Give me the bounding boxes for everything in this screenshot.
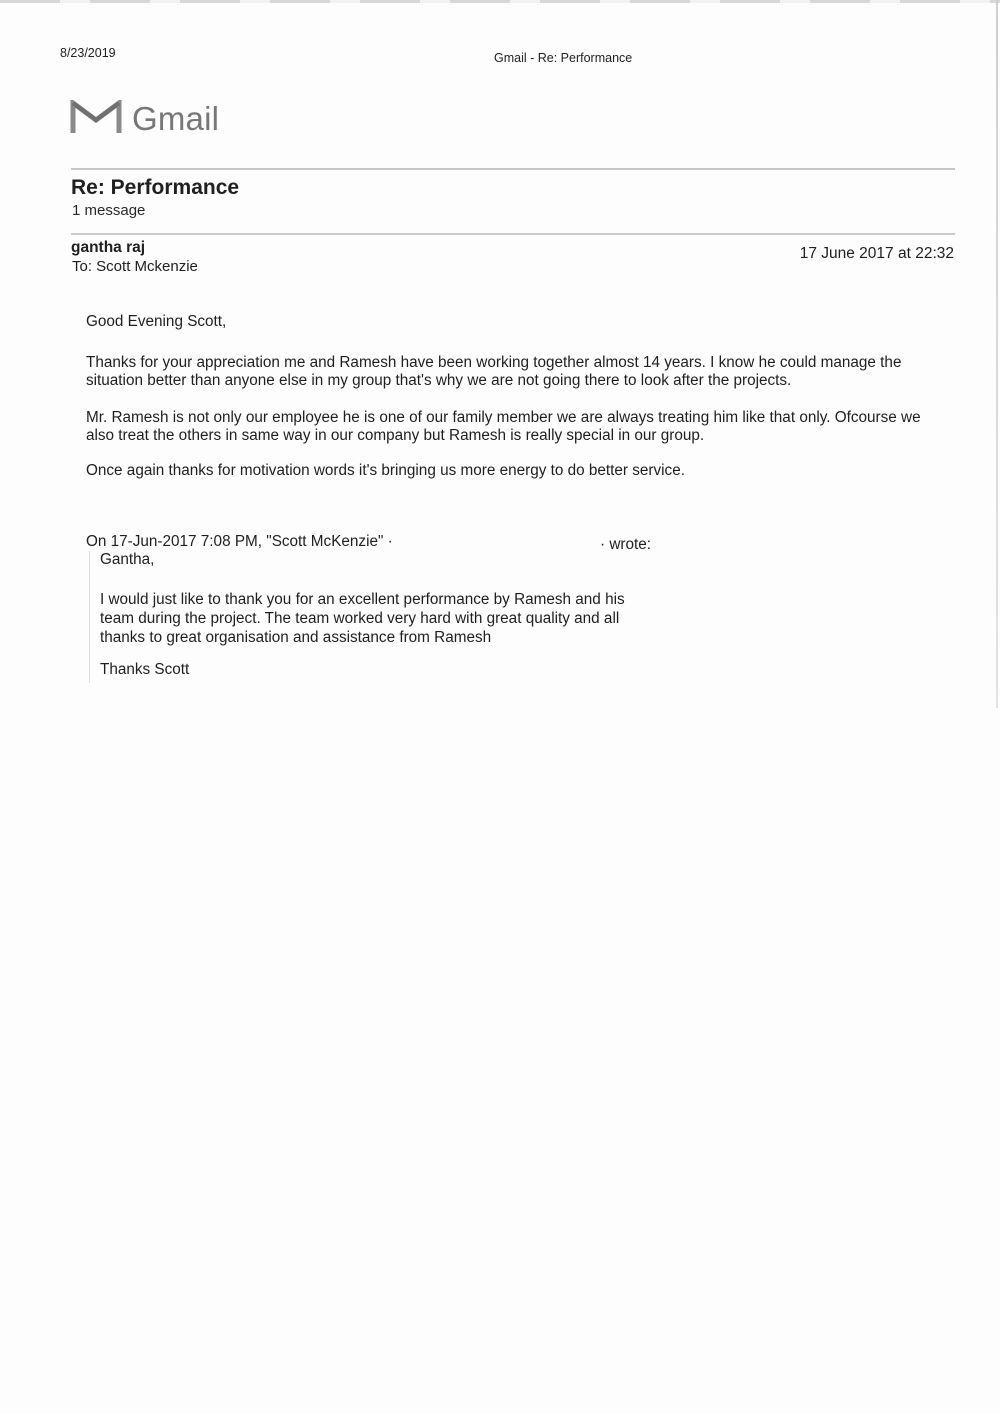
quoted-greeting: Gantha,: [100, 551, 155, 568]
recipient-line: To: Scott Mckenzie: [72, 258, 198, 275]
message-greeting: Good Evening Scott,: [86, 313, 227, 330]
print-date: 8/23/2019: [60, 46, 116, 60]
quote-attribution: [86, 533, 706, 551]
quote-attribution-text: On 17-Jun-2017 7:08 PM, "Scott McKenzie" ·: [86, 533, 393, 550]
gmail-m-icon: [70, 100, 122, 134]
header-divider: [71, 168, 955, 170]
gmail-logo: [70, 99, 220, 137]
sender-name: gantha raj: [71, 239, 146, 256]
quoted-body: I would just like to thank you for an excellent performance by Ramesh and his team during the project. The team worked very hard with great quality and all thanks to great organisation and assistance from Ramesh: [100, 591, 625, 646]
quote-wrote-text: · wrote:: [600, 536, 651, 553]
message-paragraph: Mr. Ramesh is not only our employee he is one of our family member we are always treating him like that only. Ofcourse we also treat the others in same way in our company but Ramesh is really special in our group.: [86, 409, 921, 444]
scan-top-edge: [0, 0, 1000, 3]
message-paragraph: Once again thanks for motivation words it's bringing us more energy to do better service.: [86, 462, 685, 479]
print-page-title: Gmail - Re: Performance: [494, 51, 633, 65]
subject-divider: [71, 233, 955, 235]
message-date: 17 June 2017 at 22:32: [799, 245, 954, 262]
scan-right-edge: [996, 0, 998, 708]
quoted-signoff: Thanks Scott: [100, 661, 190, 678]
message-count: 1 message: [72, 202, 146, 219]
thread-subject: Re: Performance: [71, 176, 240, 199]
gmail-wordmark: Gmail: [132, 99, 220, 137]
message-paragraph: Thanks for your appreciation me and Ramesh have been working together almost 14 years. I know he could manage the situation better than anyone else in my group that's why we are not going there to look after the projects.: [86, 354, 902, 389]
